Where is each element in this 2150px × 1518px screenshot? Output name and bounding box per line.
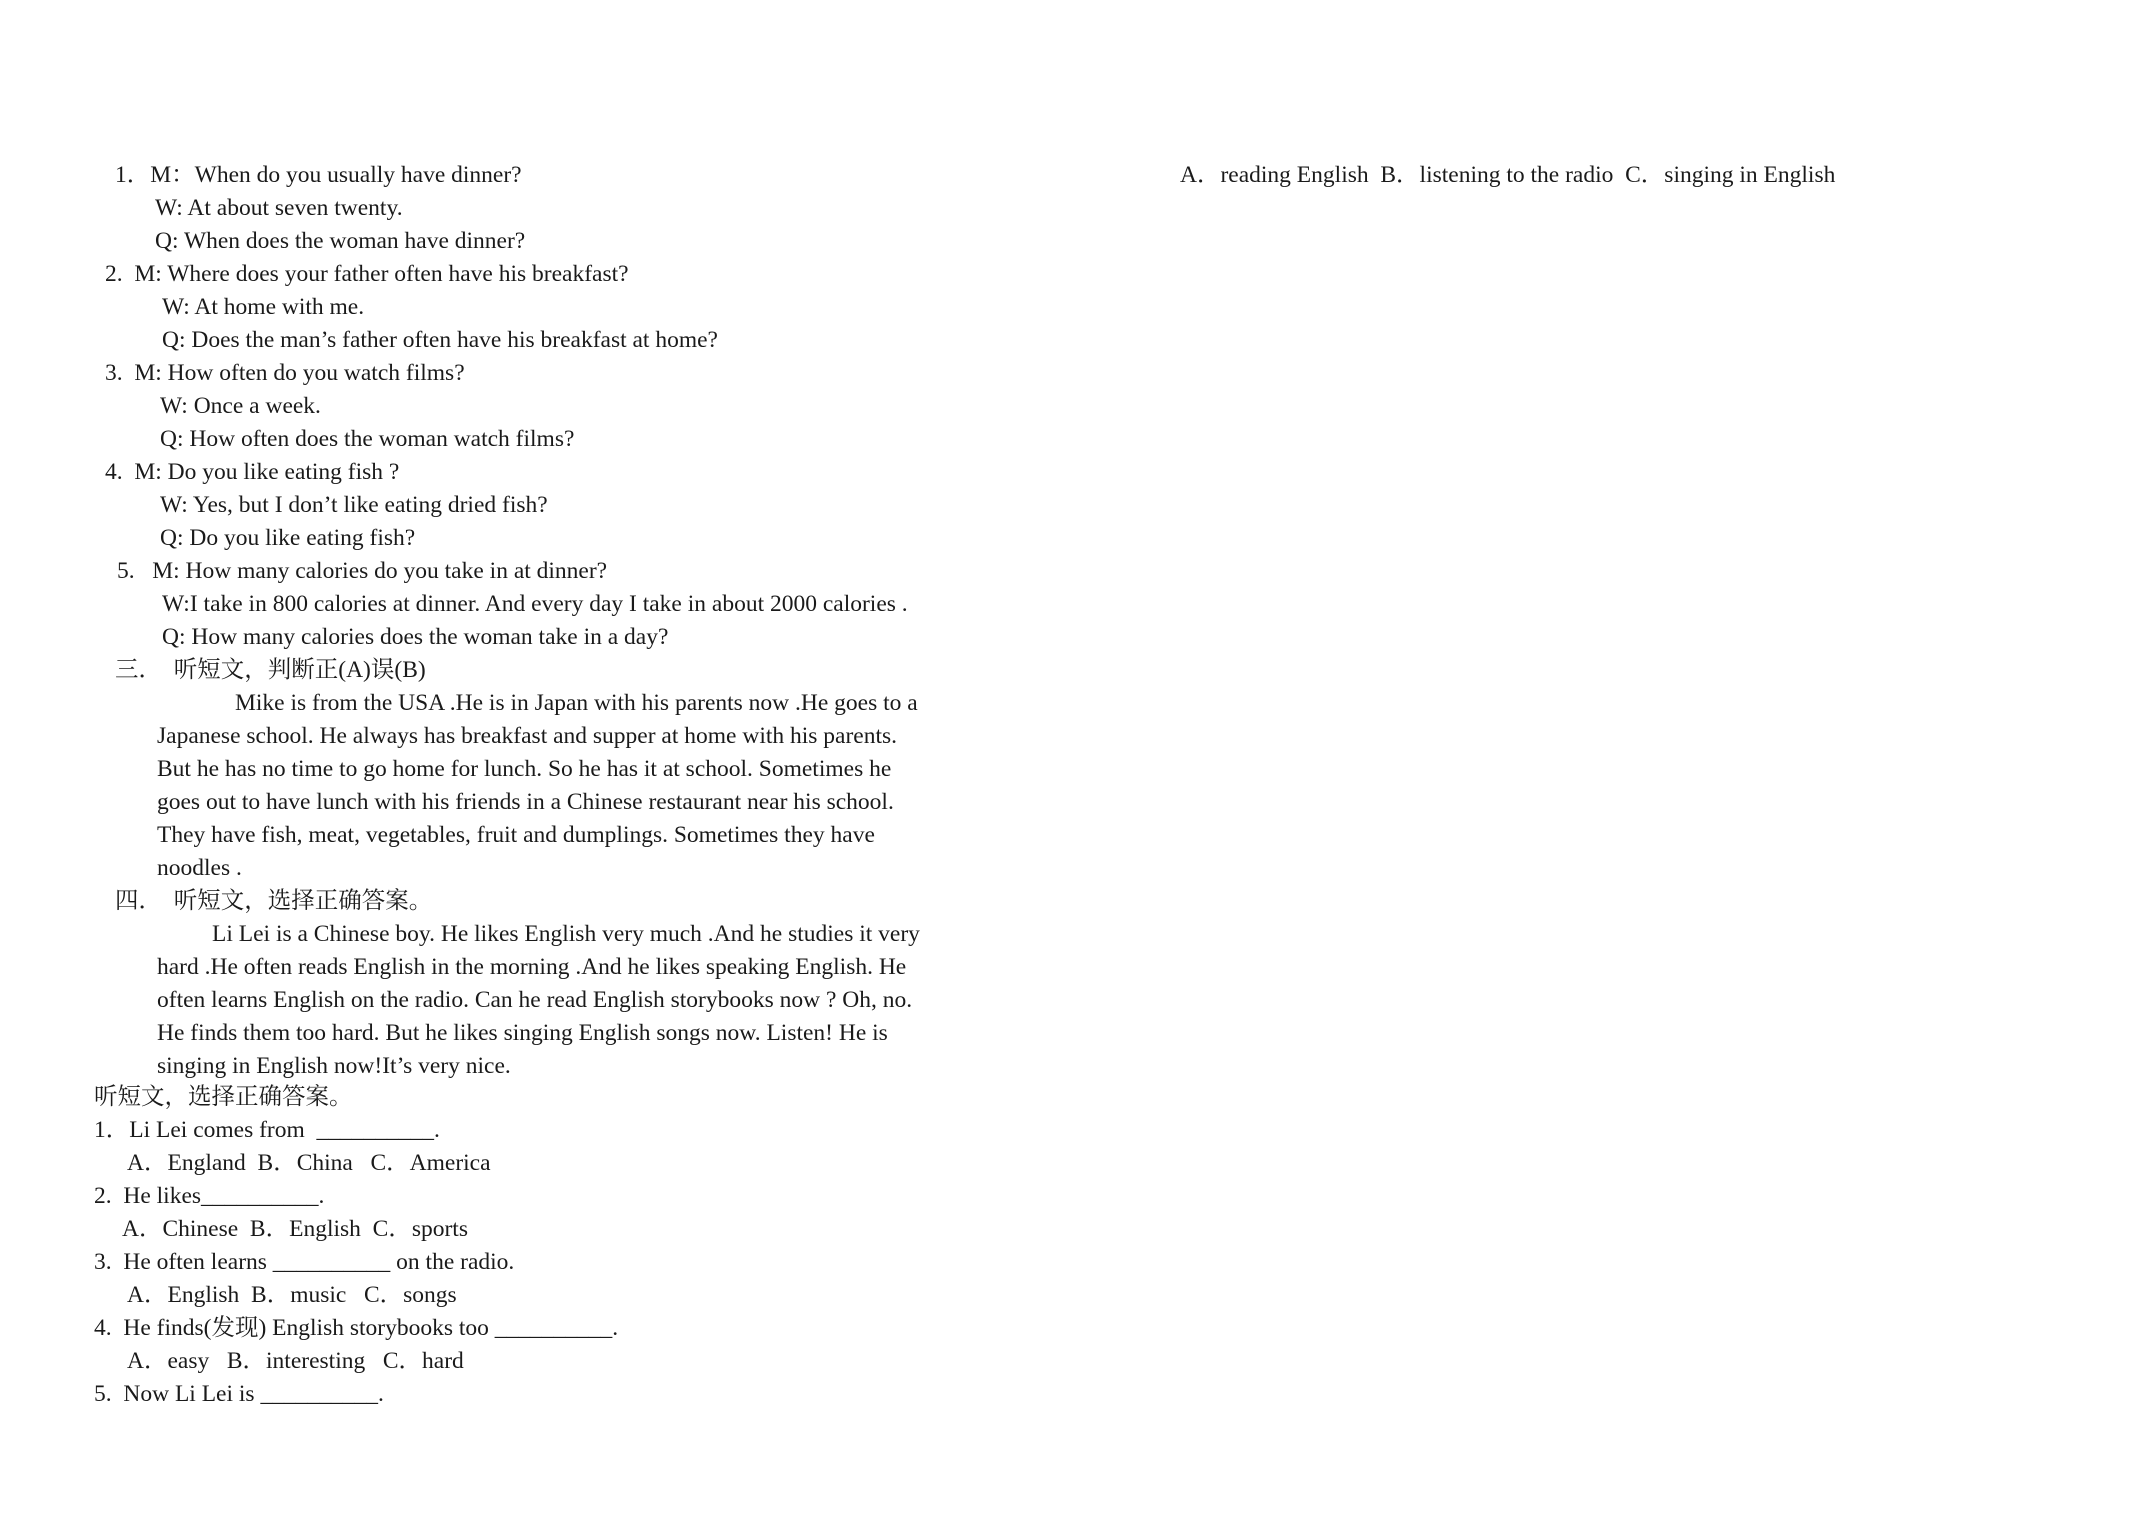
section-3-passage-line: But he has no time to go home for lunch. So he has it at school. Sometimes he xyxy=(157,756,892,782)
dialogue-3-question: Q: How often does the woman watch films? xyxy=(160,426,575,452)
section-4-passage-line: often learns English on the radio. Can he read English storybooks now ? Oh, no. xyxy=(157,987,913,1013)
dialogue-4-question: Q: Do you like eating fish? xyxy=(160,525,416,551)
section-3-passage-line: noodles . xyxy=(157,855,242,881)
dialogue-5-woman: W:I take in 800 calories at dinner. And every day I take in about 2000 calories . xyxy=(162,591,908,617)
question-4: 4. He finds(发现) English storybooks too __________. xyxy=(94,1315,619,1341)
question-5-options: A．reading English B．listening to the radio C．singing in English xyxy=(1180,162,1836,188)
dialogue-2-question: Q: Does the man’s father often have his breakfast at home? xyxy=(162,327,718,353)
dialogue-1-man: 1．M：When do you usually have dinner? xyxy=(115,162,522,188)
question-4-options: A．easy B．interesting C．hard xyxy=(127,1348,464,1374)
question-3: 3. He often learns __________ on the radio. xyxy=(94,1249,515,1275)
dialogue-5-man: 5. M: How many calories do you take in at dinner? xyxy=(117,558,608,584)
question-1-options: A．England B．China C．America xyxy=(127,1150,491,1176)
questions-heading: 听短文，选择正确答案。 xyxy=(94,1084,353,1110)
dialogue-4-man: 4. M: Do you like eating fish ? xyxy=(105,459,400,485)
dialogue-1-woman: W: At about seven twenty. xyxy=(155,195,403,221)
dialogue-5-question: Q: How many calories does the woman take in a day? xyxy=(162,624,669,650)
question-1: 1．Li Lei comes from __________. xyxy=(94,1117,440,1143)
section-4-passage-line: Li Lei is a Chinese boy. He likes English very much .And he studies it very xyxy=(212,921,920,947)
dialogue-3-man: 3. M: How often do you watch films? xyxy=(105,360,465,386)
question-3-options: A．English B．music C．songs xyxy=(127,1282,457,1308)
question-2: 2. He likes__________. xyxy=(94,1183,325,1209)
section-3-passage-line: Japanese school. He always has breakfast and supper at home with his parents. xyxy=(157,723,898,749)
dialogue-3-woman: W: Once a week. xyxy=(160,393,321,419)
question-2-options: A．Chinese B．English C．sports xyxy=(122,1216,468,1242)
section-3-passage-line: Mike is from the USA .He is in Japan with his parents now .He goes to a xyxy=(235,690,918,716)
dialogue-4-woman: W: Yes, but I don’t like eating dried fish? xyxy=(160,492,548,518)
dialogue-2-man: 2. M: Where does your father often have his breakfast? xyxy=(105,261,629,287)
section-3-passage-line: They have fish, meat, vegetables, fruit and dumplings. Sometimes they have xyxy=(157,822,875,848)
section-4-heading: 四． 听短文，选择正确答案。 xyxy=(115,888,433,914)
dialogue-1-question: Q: When does the woman have dinner? xyxy=(155,228,526,254)
section-4-passage-line: He finds them too hard. But he likes singing English songs now. Listen! He is xyxy=(157,1020,888,1046)
section-4-passage-line: hard .He often reads English in the morning .And he likes speaking English. He xyxy=(157,954,907,980)
section-3-passage-line: goes out to have lunch with his friends in a Chinese restaurant near his school. xyxy=(157,789,894,815)
question-5: 5. Now Li Lei is __________. xyxy=(94,1381,384,1407)
section-3-heading: 三． 听短文，判断正(A)误(B) xyxy=(115,657,426,683)
dialogue-2-woman: W: At home with me. xyxy=(162,294,365,320)
section-4-passage-line: singing in English now!It’s very nice. xyxy=(157,1053,511,1079)
